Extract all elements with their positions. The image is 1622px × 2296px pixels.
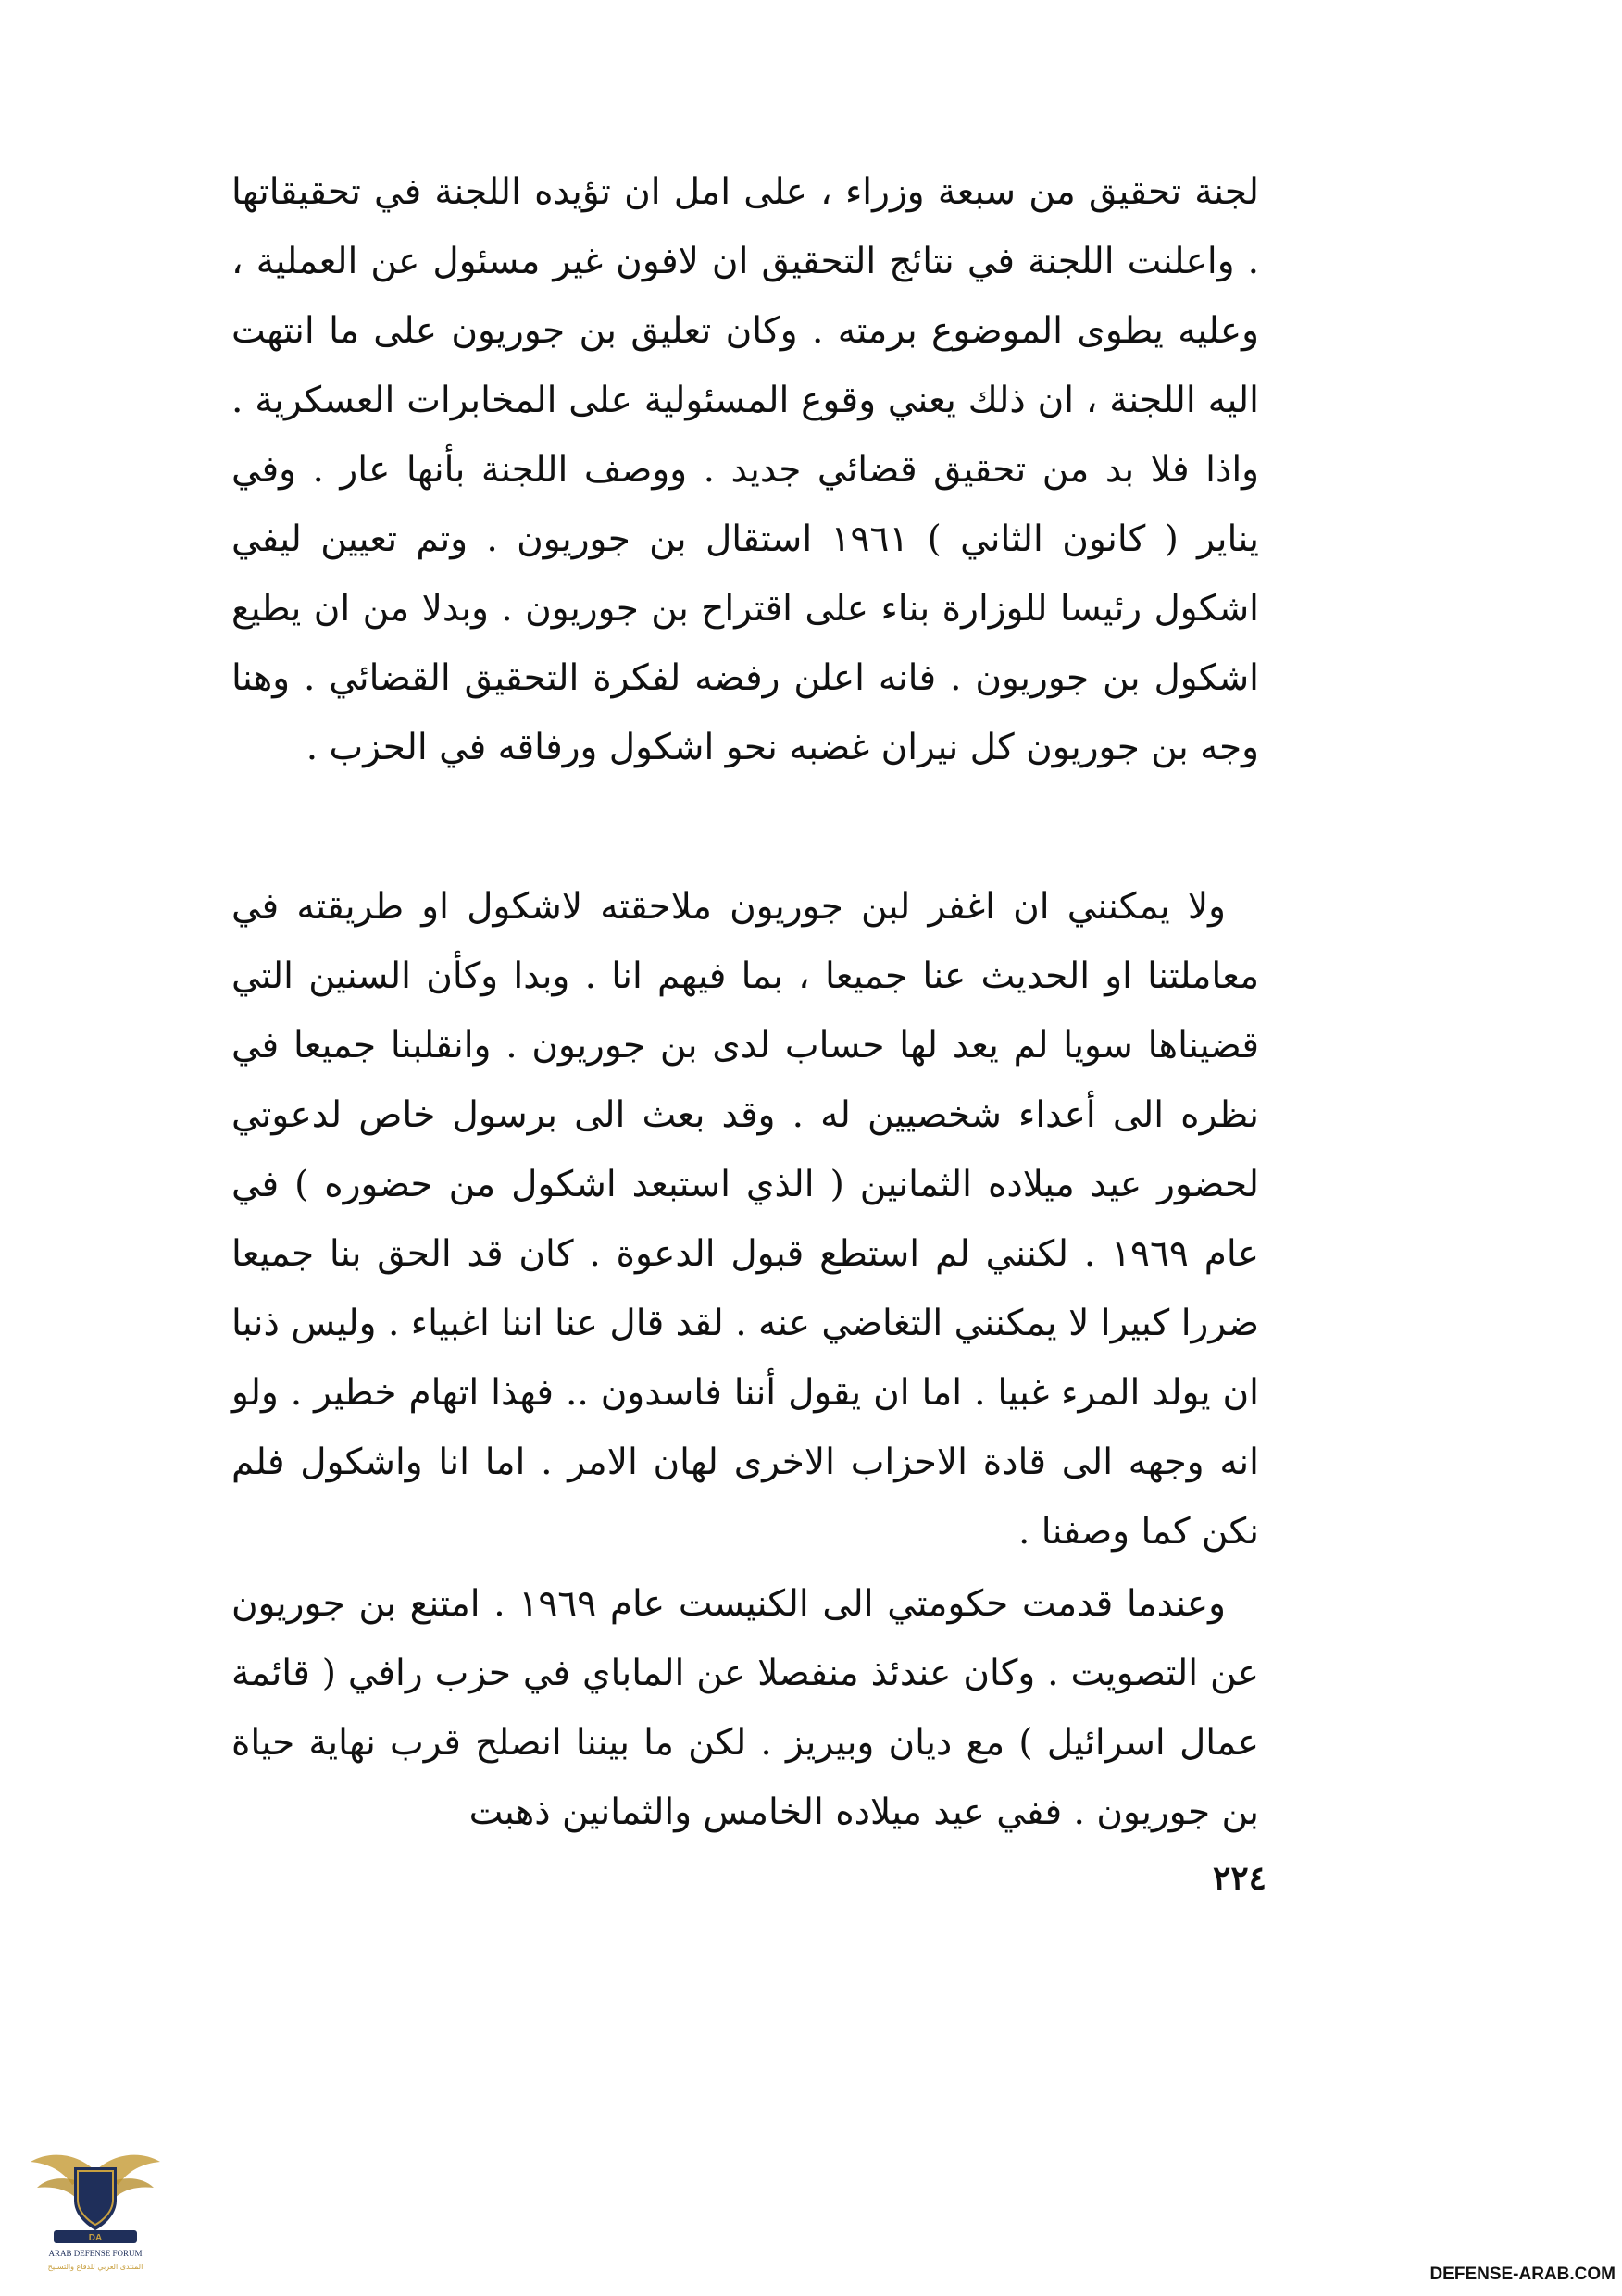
page-number: ٢٢٤ xyxy=(1212,1859,1266,1898)
forum-logo-icon xyxy=(26,2134,165,2282)
paragraph-3: وعندما قدمت حكومتي الى الكنيست عام ١٩٦٩ . امتنع بن جوريون عن التصويت . وكان عندئذ منفصلا عن الماباي في حزب رافي ( قائمة عمال اسرائيل ) مع ديان وبيريز . لكن ما بيننا انصلح قرب نهاية حياة بن جوريون . ففي عيد ميلاده الخامس والثمانين ذهبت xyxy=(231,1583,1259,1833)
watermark-url: DEFENSE-ARAB.COM xyxy=(1429,2265,1616,2284)
logo-line-1: ARAB DEFENSE FORUM xyxy=(48,2249,143,2258)
logo-line-2: المنتدى العربي للدفاع والتسليح xyxy=(47,2263,143,2271)
logo-mark: DA xyxy=(88,2233,103,2243)
paragraph-1: لجنة تحقيق من سبعة وزراء ، على امل ان تؤيده اللجنة في تحقيقاتها . واعلنت اللجنة في نتائج التحقيق ان لافون غير مسئول عن العملية ، وعليه يطوى الموضوع برمته . وكان تعليق بن جوريون على ما انتهت اليه اللجنة ، ان ذلك يعني وقوع المسئولية على المخابرات العسكرية . واذا فلا بد من تحقيق قضائي جديد . ووصف اللجنة بأنها عار . وفي يناير ( كانون الثاني ) ١٩٦١ استقال بن جوريون . وتم تعيين ليفي اشكول رئيسا للوزارة بناء على اقتراح بن جوريون . وبدلا من ان يطيع اشكول بن جوريون . فانه اعلن رفضه لفكرة التحقيق القضائي . وهنا وجه بن جوريون كل نيران غضبه نحو اشكول ورفاقه في الحزب . xyxy=(231,171,1259,768)
paragraph-2: ولا يمكنني ان اغفر لبن جوريون ملاحقته لاشكول او طريقته في معاملتنا او الحديث عنا جميعا ، بما فيهم انا . وبدا وكأن السنين التي قضيناها سويا لم يعد لها حساب لدى بن جوريون . وانقلبنا جميعا في نظره الى أعداء شخصيين له . وقد بعث الى برسول خاص لدعوتي لحضور عيد ميلاده الثمانين ( الذي استبعد اشكول من حضوره ) في عام ١٩٦٩ . لكنني لم استطع قبول الدعوة . كان قد الحق بنا جميعا ضررا كبيرا لا يمكنني التغاضي عنه . لقد قال عنا اننا اغبياء . وليس ذنبا ان يولد المرء غبيا . اما ان يقول أننا فاسدون .. فهذا اتهام خطير . ولو انه وجهه الى قادة الاحزاب الاخرى لهان الامر . اما انا واشكول فلم نكن كما وصفنا . xyxy=(231,886,1260,1553)
